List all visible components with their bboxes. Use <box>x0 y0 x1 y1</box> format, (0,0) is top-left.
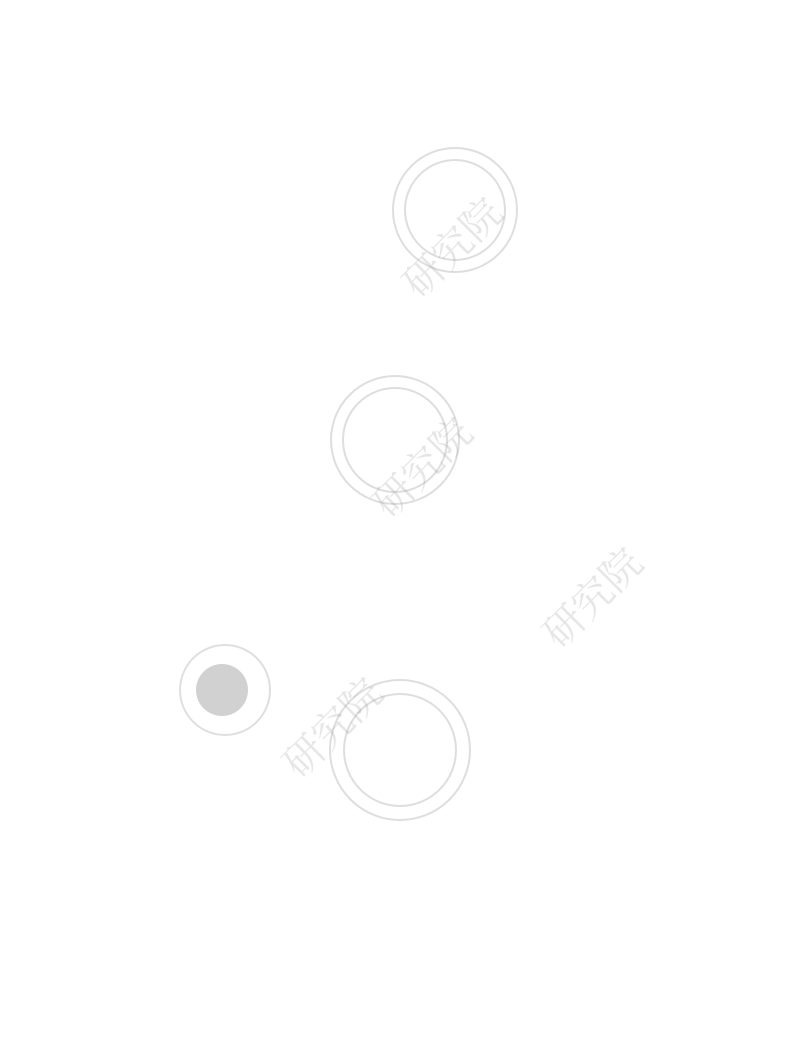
seal-circle-3 <box>180 645 270 735</box>
seal-circle-2 <box>331 376 459 504</box>
seal-emblem <box>196 664 248 716</box>
seal-circle-2-inner <box>343 388 447 492</box>
seal-circle-1 <box>393 148 517 272</box>
svg-text:研究院: 研究院 <box>394 189 512 308</box>
svg-text:研究院: 研究院 <box>274 669 392 788</box>
svg-text:研究院: 研究院 <box>534 539 652 658</box>
seal-circle-4 <box>330 680 470 820</box>
svg-text:研究院: 研究院 <box>364 409 482 528</box>
seal-circle-1-inner <box>405 160 505 260</box>
seal-circle-4-inner <box>344 694 456 806</box>
